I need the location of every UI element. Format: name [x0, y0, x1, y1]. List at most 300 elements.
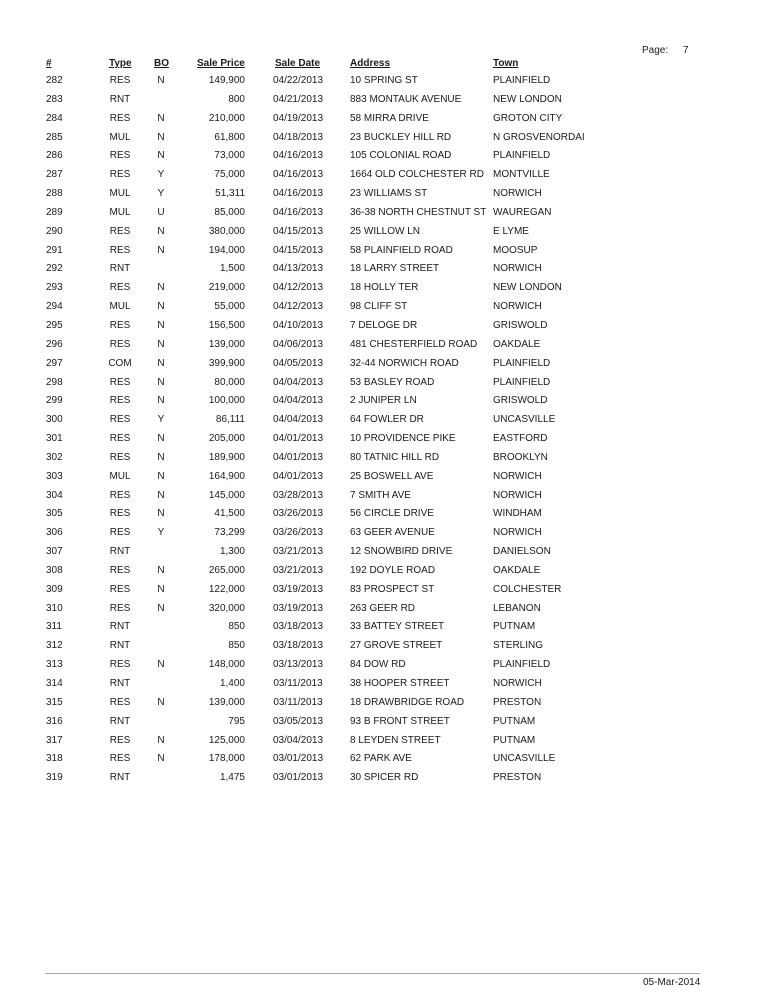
table-row: [0, 72, 768, 91]
row-number: 284: [46, 112, 63, 124]
sale-price: 320,000: [208, 602, 245, 614]
header-address: Address: [350, 58, 391, 69]
bo-flag: N: [157, 489, 165, 501]
bo-flag: Y: [157, 527, 165, 539]
town: NORWICH: [493, 470, 542, 482]
property-type: RES: [109, 338, 131, 350]
address: 23 WILLIAMS ST: [350, 188, 428, 200]
table-row: [0, 185, 768, 204]
property-type: RES: [109, 376, 131, 388]
page-label: Page:: [642, 45, 669, 56]
bo-flag: N: [157, 282, 165, 294]
property-type: RNT: [109, 93, 131, 105]
row-number: 310: [46, 602, 63, 614]
town: NORWICH: [493, 678, 542, 689]
property-type: RNT: [109, 640, 131, 652]
address: 18 HOLLY TER: [350, 282, 419, 294]
sale-price: 164,900: [208, 470, 245, 482]
sale-price: 85,000: [214, 206, 245, 218]
property-type: MUL: [109, 188, 131, 200]
town: GROTON CITY: [493, 112, 563, 124]
sale-price: 795: [228, 715, 245, 727]
table-row: [0, 129, 768, 148]
property-type: RNT: [109, 772, 131, 784]
row-number: 302: [46, 451, 63, 463]
header-sale-price: Sale Price: [197, 58, 245, 69]
table-row: [0, 675, 768, 694]
bo-flag: N: [157, 508, 165, 520]
town: MOOSUP: [493, 244, 538, 256]
row-number: 296: [46, 338, 63, 350]
address: 2 JUNIPER LN: [350, 395, 417, 407]
bo-flag: N: [157, 357, 165, 369]
table-row: [0, 317, 768, 336]
property-type: RES: [109, 527, 131, 539]
bo-flag: Y: [157, 188, 165, 200]
address: 58 MIRRA DRIVE: [350, 112, 429, 124]
address: 32-44 NORWICH ROAD: [350, 357, 459, 369]
sale-price: 149,900: [208, 75, 245, 86]
table-row: [0, 279, 768, 298]
sale-date: 03/19/2013: [272, 583, 324, 595]
address: 1664 OLD COLCHESTER RD: [350, 169, 484, 181]
bo-flag: N: [157, 451, 165, 463]
bo-flag: N: [157, 112, 165, 124]
bo-flag: N: [157, 734, 165, 746]
sale-date: 04/18/2013: [272, 131, 324, 143]
table-row: [0, 166, 768, 185]
sale-date: 04/16/2013: [272, 206, 324, 218]
address: 883 MONTAUK AVENUE: [350, 93, 462, 105]
address: 10 PROVIDENCE PIKE: [350, 433, 456, 445]
row-number: 290: [46, 225, 63, 237]
row-number: 319: [46, 772, 63, 784]
sale-price: 73,299: [214, 527, 245, 539]
sale-date: 04/19/2013: [272, 112, 324, 124]
row-number: 291: [46, 244, 63, 256]
property-type: RES: [109, 734, 131, 746]
address: 98 CLIFF ST: [350, 301, 408, 313]
town: MONTVILLE: [493, 169, 550, 181]
sale-price: 800: [228, 93, 245, 105]
row-number: 293: [46, 282, 63, 294]
bo-flag: U: [157, 206, 165, 218]
row-number: 288: [46, 188, 63, 200]
property-type: RES: [109, 244, 131, 256]
sale-price: 55,000: [214, 301, 245, 313]
table-row: [0, 392, 768, 411]
sale-date: 03/18/2013: [272, 621, 324, 633]
row-number: 303: [46, 470, 63, 482]
sales-table-body: [0, 72, 768, 788]
table-row: [0, 524, 768, 543]
row-number: 317: [46, 734, 63, 746]
sale-price: 61,800: [214, 131, 245, 143]
header-bo: BO: [154, 58, 169, 69]
sale-date: 04/10/2013: [272, 319, 324, 331]
address: 192 DOYLE ROAD: [350, 564, 436, 576]
table-row: [0, 430, 768, 449]
town: COLCHESTER: [493, 583, 562, 595]
address: 23 BUCKLEY HILL RD: [350, 131, 452, 143]
table-row: [0, 637, 768, 656]
address: 64 FOWLER DR: [350, 414, 424, 426]
row-number: 294: [46, 301, 63, 313]
town: PLAINFIELD: [493, 659, 551, 671]
table-row: [0, 769, 768, 788]
sale-date: 03/01/2013: [272, 753, 324, 765]
town: PRESTON: [493, 772, 542, 784]
table-row: [0, 449, 768, 468]
row-number: 315: [46, 696, 63, 708]
property-type: RES: [109, 489, 131, 501]
table-row: [0, 374, 768, 393]
town: PUTNAM: [493, 715, 536, 727]
table-row: [0, 204, 768, 223]
sale-date: 04/04/2013: [272, 414, 324, 426]
property-type: RES: [109, 414, 131, 426]
table-row: [0, 411, 768, 430]
bo-flag: Y: [157, 169, 165, 181]
sale-price: 178,000: [208, 753, 245, 765]
sale-date: 03/11/2013: [273, 678, 323, 689]
town: BROOKLYN: [493, 451, 548, 463]
sale-date: 03/04/2013: [272, 734, 324, 746]
property-type: MUL: [109, 206, 131, 218]
footer-date: 05-Mar-2014: [643, 977, 701, 988]
row-number: 308: [46, 564, 63, 576]
row-number: 295: [46, 319, 63, 331]
property-type: RES: [109, 112, 131, 124]
sale-price: 51,311: [215, 188, 245, 200]
row-number: 300: [46, 414, 63, 426]
property-type: RES: [109, 583, 131, 595]
bo-flag: N: [157, 659, 165, 671]
sale-date: 03/28/2013: [272, 489, 324, 501]
sale-price: 210,000: [208, 112, 245, 124]
table-row: [0, 223, 768, 242]
bo-flag: N: [157, 433, 165, 445]
address: 56 CIRCLE DRIVE: [350, 508, 434, 520]
town: PLAINFIELD: [493, 376, 551, 388]
property-type: RNT: [109, 621, 131, 633]
sale-date: 03/19/2013: [272, 602, 324, 614]
town: NEW LONDON: [493, 93, 562, 105]
sale-date: 04/06/2013: [272, 338, 324, 350]
address: 62 PARK AVE: [350, 753, 412, 765]
property-type: RES: [109, 696, 131, 708]
address: 263 GEER RD: [350, 602, 416, 614]
row-number: 299: [46, 395, 63, 407]
sale-price: 1,300: [219, 546, 245, 558]
table-row: [0, 618, 768, 637]
bo-flag: N: [157, 753, 165, 765]
sale-price: 205,000: [208, 433, 245, 445]
property-type: RNT: [109, 546, 131, 558]
town: NORWICH: [493, 188, 542, 200]
sale-date: 03/13/2013: [272, 659, 324, 671]
table-row: [0, 298, 768, 317]
property-type: RNT: [109, 715, 131, 727]
address: 18 LARRY STREET: [350, 263, 440, 275]
sale-price: 850: [228, 640, 245, 652]
sale-price: 100,000: [208, 395, 245, 407]
town: LEBANON: [493, 602, 541, 614]
sale-price: 125,000: [208, 734, 245, 746]
sale-date: 04/16/2013: [272, 150, 324, 162]
sale-date: 04/04/2013: [272, 395, 324, 407]
bo-flag: N: [157, 564, 165, 576]
town: WINDHAM: [493, 508, 542, 520]
town: PRESTON: [493, 696, 542, 708]
property-type: RES: [109, 225, 131, 237]
sale-price: 148,000: [208, 659, 245, 671]
property-type: RES: [109, 75, 131, 86]
sale-price: 219,000: [208, 282, 245, 294]
sale-price: 194,000: [208, 244, 245, 256]
bo-flag: N: [157, 395, 165, 407]
bo-flag: N: [157, 376, 165, 388]
town: GRISWOLD: [493, 319, 548, 331]
town: GRISWOLD: [493, 395, 548, 407]
row-number: 314: [46, 678, 63, 689]
table-row: [0, 505, 768, 524]
address: 36-38 NORTH CHESTNUT ST: [350, 206, 487, 218]
bo-flag: Y: [157, 414, 165, 426]
sale-price: 122,000: [208, 583, 245, 595]
table-row: [0, 91, 768, 110]
property-type: RES: [109, 150, 131, 162]
row-number: 282: [46, 75, 63, 86]
sale-date: 03/26/2013: [272, 527, 324, 539]
town: PUTNAM: [493, 734, 536, 746]
property-type: RES: [109, 564, 131, 576]
address: 83 PROSPECT ST: [350, 583, 435, 595]
town: UNCASVILLE: [493, 753, 556, 765]
town: PLAINFIELD: [493, 75, 551, 86]
table-row: [0, 260, 768, 279]
sale-price: 145,000: [208, 489, 245, 501]
property-type: RES: [109, 451, 131, 463]
table-row: [0, 732, 768, 751]
sale-date: 04/12/2013: [272, 282, 324, 294]
property-type: RES: [109, 169, 131, 181]
town: NORWICH: [493, 489, 542, 501]
sale-date: 04/01/2013: [272, 470, 324, 482]
address: 58 PLAINFIELD ROAD: [350, 244, 453, 256]
header-type: Type: [109, 58, 132, 69]
town: OAKDALE: [493, 564, 541, 576]
town: NORWICH: [493, 263, 542, 275]
address: 25 WILLOW LN: [350, 225, 421, 237]
address: 63 GEER AVENUE: [350, 527, 435, 539]
sale-date: 04/05/2013: [272, 357, 324, 369]
table-row: [0, 147, 768, 166]
row-number: 286: [46, 150, 63, 162]
town: N GROSVENORDAI: [493, 131, 585, 143]
bo-flag: N: [157, 301, 165, 313]
address: 80 TATNIC HILL RD: [350, 451, 440, 463]
property-type: COM: [108, 357, 132, 369]
address: 8 LEYDEN STREET: [350, 734, 441, 746]
address: 93 B FRONT STREET: [350, 715, 450, 727]
row-number: 316: [46, 715, 63, 727]
address: 105 COLONIAL ROAD: [350, 150, 452, 162]
table-row: [0, 487, 768, 506]
sale-date: 03/01/2013: [272, 772, 324, 784]
row-number: 287: [46, 169, 63, 181]
property-type: RES: [109, 395, 131, 407]
table-row: [0, 694, 768, 713]
sale-price: 75,000: [214, 169, 245, 181]
bo-flag: N: [157, 131, 165, 143]
property-type: MUL: [109, 470, 131, 482]
town: OAKDALE: [493, 338, 541, 350]
property-type: MUL: [109, 301, 131, 313]
table-row: [0, 713, 768, 732]
sale-price: 73,000: [214, 150, 245, 162]
address: 38 HOOPER STREET: [350, 678, 450, 689]
table-row: [0, 468, 768, 487]
sale-price: 380,000: [208, 225, 245, 237]
sale-price: 1,400: [219, 678, 245, 689]
town: PUTNAM: [493, 621, 536, 633]
sale-price: 156,500: [208, 319, 245, 331]
sale-date: 03/26/2013: [272, 508, 324, 520]
sale-price: 850: [228, 621, 245, 633]
table-row: [0, 336, 768, 355]
sale-date: 03/11/2013: [273, 696, 323, 708]
table-row: [0, 656, 768, 675]
bo-flag: N: [157, 225, 165, 237]
town: DANIELSON: [493, 546, 551, 558]
row-number: 292: [46, 263, 63, 275]
sale-date: 04/01/2013: [272, 451, 324, 463]
town: NORWICH: [493, 527, 542, 539]
address: 53 BASLEY ROAD: [350, 376, 435, 388]
header-number: #: [46, 58, 52, 69]
row-number: 304: [46, 489, 63, 501]
address: 481 CHESTERFIELD ROAD: [350, 338, 478, 350]
property-type: RES: [109, 319, 131, 331]
town: UNCASVILLE: [493, 414, 556, 426]
address: 7 SMITH AVE: [350, 489, 411, 501]
row-number: 312: [46, 640, 63, 652]
table-row: [0, 600, 768, 619]
town: WAUREGAN: [493, 206, 552, 218]
bo-flag: N: [157, 75, 165, 86]
sale-price: 139,000: [208, 338, 245, 350]
property-type: RES: [109, 282, 131, 294]
sale-date: 04/15/2013: [272, 225, 324, 237]
property-type: RNT: [109, 678, 131, 689]
sale-price: 80,000: [214, 376, 245, 388]
sale-date: 03/21/2013: [272, 564, 324, 576]
sale-date: 03/05/2013: [272, 715, 324, 727]
sale-date: 04/13/2013: [272, 263, 324, 275]
sale-price: 1,500: [219, 263, 245, 275]
sale-date: 04/16/2013: [272, 188, 324, 200]
table-row: [0, 242, 768, 261]
sale-date: 04/22/2013: [272, 75, 324, 86]
bo-flag: N: [157, 602, 165, 614]
property-type: RES: [109, 753, 131, 765]
bo-flag: N: [157, 583, 165, 595]
row-number: 313: [46, 659, 63, 671]
sale-date: 04/12/2013: [272, 301, 324, 313]
bo-flag: N: [157, 319, 165, 331]
sale-price: 399,900: [208, 357, 245, 369]
row-number: 305: [46, 508, 63, 520]
sale-date: 04/16/2013: [272, 169, 324, 181]
sale-price: 86,111: [215, 414, 245, 426]
row-number: 301: [46, 433, 63, 445]
sale-date: 04/15/2013: [272, 244, 324, 256]
table-row: [0, 543, 768, 562]
property-type: RES: [109, 508, 131, 520]
sale-date: 04/01/2013: [272, 433, 324, 445]
row-number: 318: [46, 753, 63, 765]
address: 33 BATTEY STREET: [350, 621, 445, 633]
town: PLAINFIELD: [493, 357, 551, 369]
town: PLAINFIELD: [493, 150, 551, 162]
address: 84 DOW RD: [350, 659, 406, 671]
row-number: 289: [46, 206, 63, 218]
sale-date: 03/21/2013: [272, 546, 324, 558]
town: NORWICH: [493, 301, 542, 313]
table-row: [0, 750, 768, 769]
row-number: 283: [46, 93, 63, 105]
page-number: 7: [683, 45, 689, 56]
sale-date: 04/21/2013: [272, 93, 324, 105]
property-type: RES: [109, 602, 131, 614]
town: EASTFORD: [493, 433, 548, 445]
row-number: 307: [46, 546, 63, 558]
table-row: [0, 355, 768, 374]
bo-flag: N: [157, 696, 165, 708]
address: 27 GROVE STREET: [350, 640, 443, 652]
address: 18 DRAWBRIDGE ROAD: [350, 696, 465, 708]
footer-divider: [45, 973, 700, 974]
row-number: 309: [46, 583, 63, 595]
bo-flag: N: [157, 244, 165, 256]
header-sale-date: Sale Date: [275, 58, 321, 69]
row-number: 311: [46, 621, 62, 633]
sale-date: 03/18/2013: [272, 640, 324, 652]
address: 10 SPRING ST: [350, 75, 418, 86]
table-row: [0, 562, 768, 581]
address: 12 SNOWBIRD DRIVE: [350, 546, 453, 558]
sale-date: 04/04/2013: [272, 376, 324, 388]
property-type: MUL: [109, 131, 131, 143]
bo-flag: N: [157, 470, 165, 482]
table-row: [0, 581, 768, 600]
sale-price: 189,900: [208, 451, 245, 463]
row-number: 297: [46, 357, 63, 369]
town: E LYME: [493, 225, 529, 237]
sale-price: 41,500: [214, 508, 245, 520]
town: STERLING: [493, 640, 544, 652]
property-type: RES: [109, 659, 131, 671]
bo-flag: N: [157, 150, 165, 162]
row-number: 298: [46, 376, 63, 388]
sale-price: 1,475: [219, 772, 245, 784]
header-town: Town: [493, 58, 519, 69]
row-number: 306: [46, 527, 63, 539]
sale-price: 265,000: [208, 564, 245, 576]
property-type: RNT: [109, 263, 131, 275]
address: 7 DELOGE DR: [350, 319, 418, 331]
